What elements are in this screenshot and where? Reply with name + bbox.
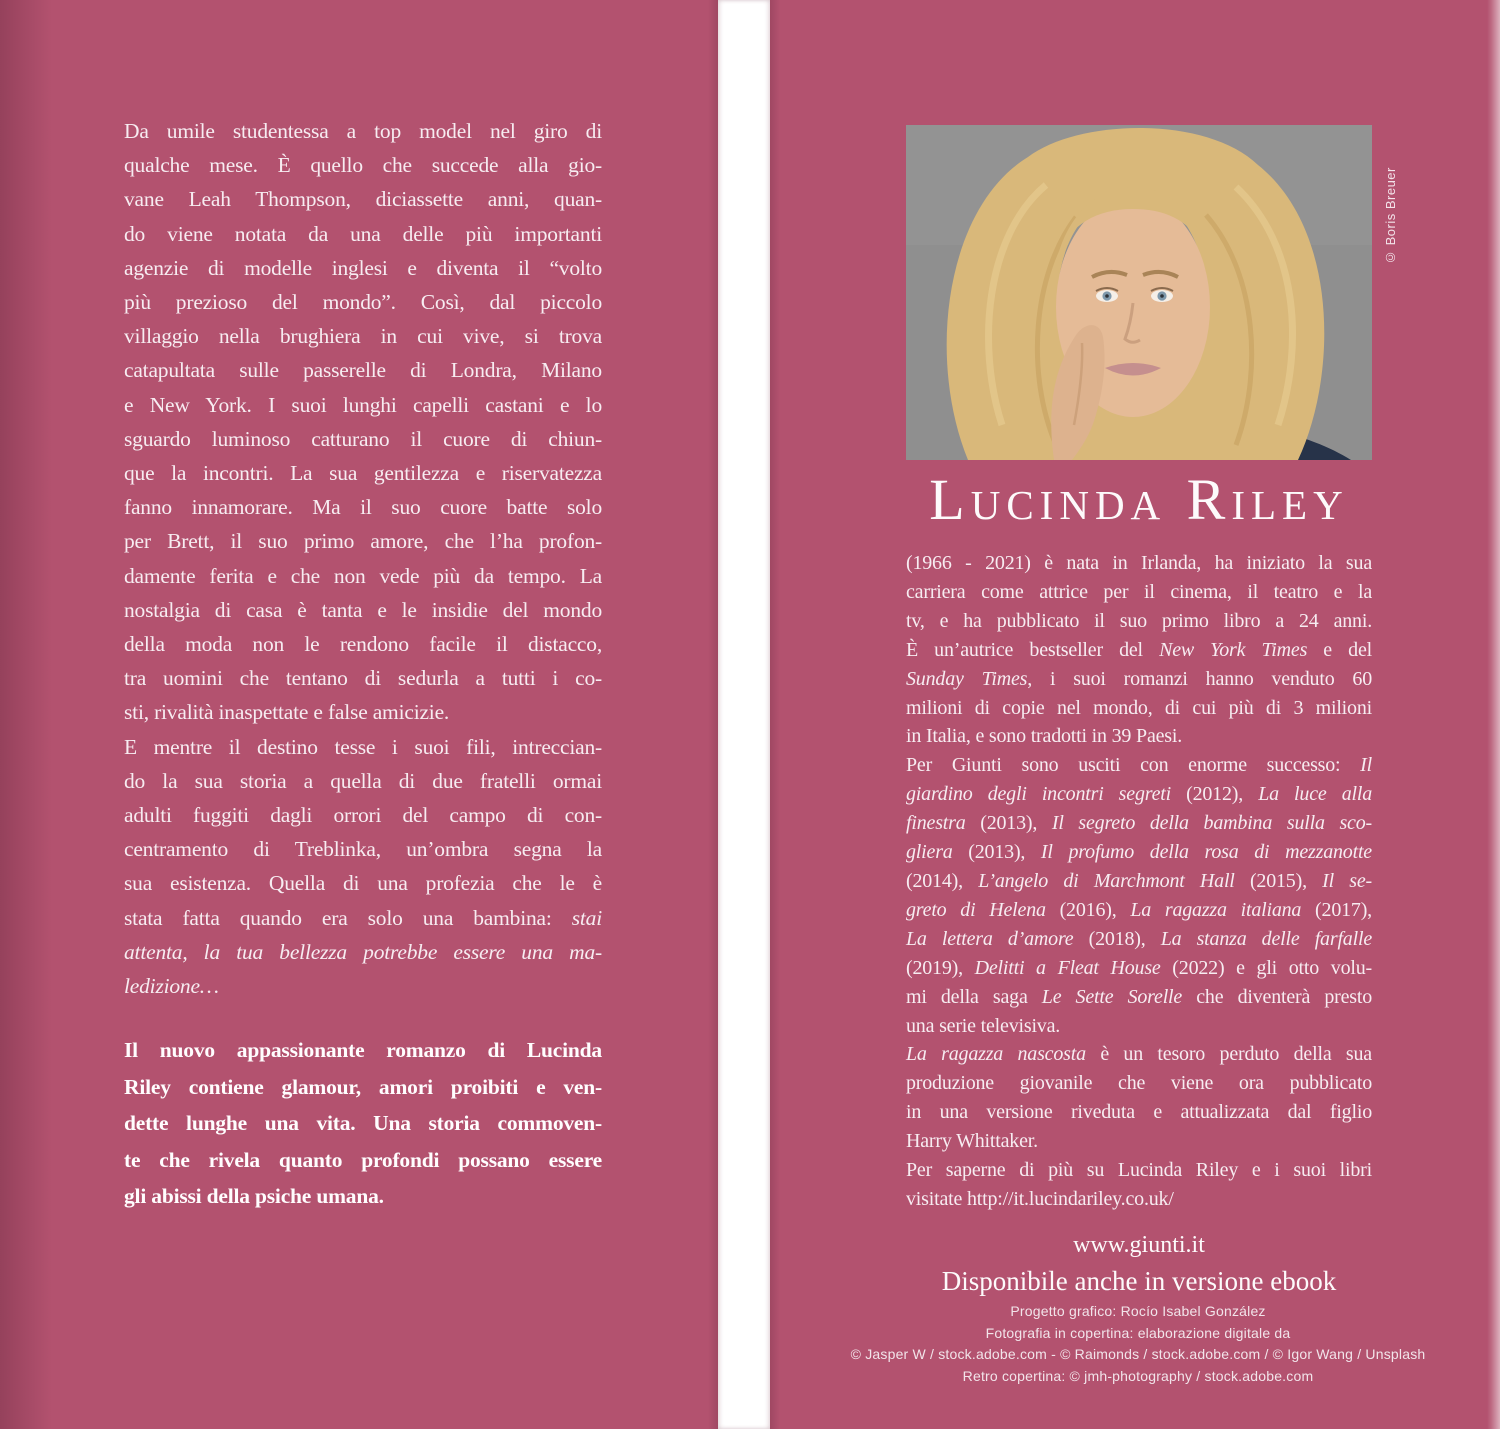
ebook-note: Disponibile anche in versione ebook	[941, 1266, 1337, 1296]
bio-paragraph-life: (1966 - 2021) è nata in Irlanda, ha iniziato la sua carriera come attrice per il cinema, il teatro e la tv, e ha pubblicato il suo primo libro a 24 anni. È un’autrice bestseller del New York Times e del Sunday Times, i suoi romanzi hanno venduto 60 milioni di copie nel mondo, di cui più di 3 milioni in Italia, e sono tradotti in 39 Paesi.	[906, 552, 1372, 748]
author-bio	[906, 549, 1372, 1214]
bio-paragraph-hidden-girl: La ragazza nascosta è un tesoro perduto della sua produzione giovanile che viene ora pubblicato in una versione riveduta e attualizzata dal figlio Harry Whittaker.	[906, 1043, 1372, 1153]
publisher-url: www.giunti.it	[1073, 1232, 1205, 1258]
design-credits: Progetto grafico: Rocío Isabel González Fotografia in copertina: elaborazione digitale da © Jasper W / stock.adobe.com - © Raimonds / stock.adobe.com / © Igor Wang / Unsplash Retro copertina: © jmh-photography / stock.adobe.com	[850, 1303, 1426, 1384]
right-flap	[770, 0, 1500, 1429]
promo-paragraph: Il nuovo appassionante romanzo di Lucinda Riley contiene glamour, amori proibiti e ven- dette lunghe una vita. Una storia commoven- te che rivela quanto profondi possano essere gli abissi della psiche umana.	[124, 1038, 602, 1208]
photo-credit: © Boris Breuer	[1383, 167, 1398, 265]
bio-paragraph-books: Per Giunti sono usciti con enorme successo: Il giardino degli incontri segreti (2012), La luce alla finestra (2013), Il segreto della bambina sulla sco- gliera (2013), Il profumo della rosa di mezzanotte (2014), L’angelo di Marchmont Hall (2015), Il se- greto di Helena (2016), La ragazza italiana (2017), La lettera d’amore (2018), La stanza delle farfalle (2019), Delitti a Fleat House (2022) e gli otto volu- mi della saga Le Sette Sorelle che diventerà presto una serie televisiva.	[906, 754, 1373, 1037]
spine-gutter	[718, 0, 770, 1429]
destiny-paragraph: E mentre il destino tesse i suoi fili, intreccian- do la sua storia a quella di due fratelli ormai adulti fuggiti dagli orrori del campo di con- centramento di Treblinka, un’ombra segna la sua esistenza. Quella di una profezia che le è stata fatta quando era solo una bambina: stai attenta, la tua bellezza potrebbe essere una ma- ledizione…	[124, 734, 602, 999]
bio-paragraph-website: Per saperne di più su Lucinda Riley e i suoi libri visitate http://it.lucindariley.co.uk/	[906, 1159, 1372, 1210]
author-name-heading: Lucinda Riley	[929, 467, 1349, 532]
synopsis-paragraph: Da umile studentessa a top model nel giro di qualche mese. È quello che succede alla gio- vane Leah Thompson, diciassette anni, quan- do viene notata da una delle più importanti agenzie di modelle inglesi e diventa il “volto più prezioso del mondo”. Così, dal piccolo villaggio nella brughiera in cui vive, si trova catapultata sulle passerelle di Londra, Milano e New York. I suoi lunghi capelli castani e lo sguardo luminoso catturano il cuore di chiun- que la incontri. La sua gentilezza e riservatezza fanno innamorare. Ma il suo cuore batte solo per Brett, il suo primo amore, che l’ha profon- damente ferita e che non vede più da tempo. La nostalgia di casa è tanta e le insidie del mondo della moda non le rendono facile il distacco, tra uomini che tentano di sedurla a tutti i co- sti, rivalità inaspettate e false amicizie.	[124, 119, 602, 725]
synopsis-block	[124, 114, 602, 1214]
left-flap	[0, 0, 718, 1429]
author-portrait-illustration	[906, 125, 1372, 460]
author-photo	[906, 125, 1398, 460]
